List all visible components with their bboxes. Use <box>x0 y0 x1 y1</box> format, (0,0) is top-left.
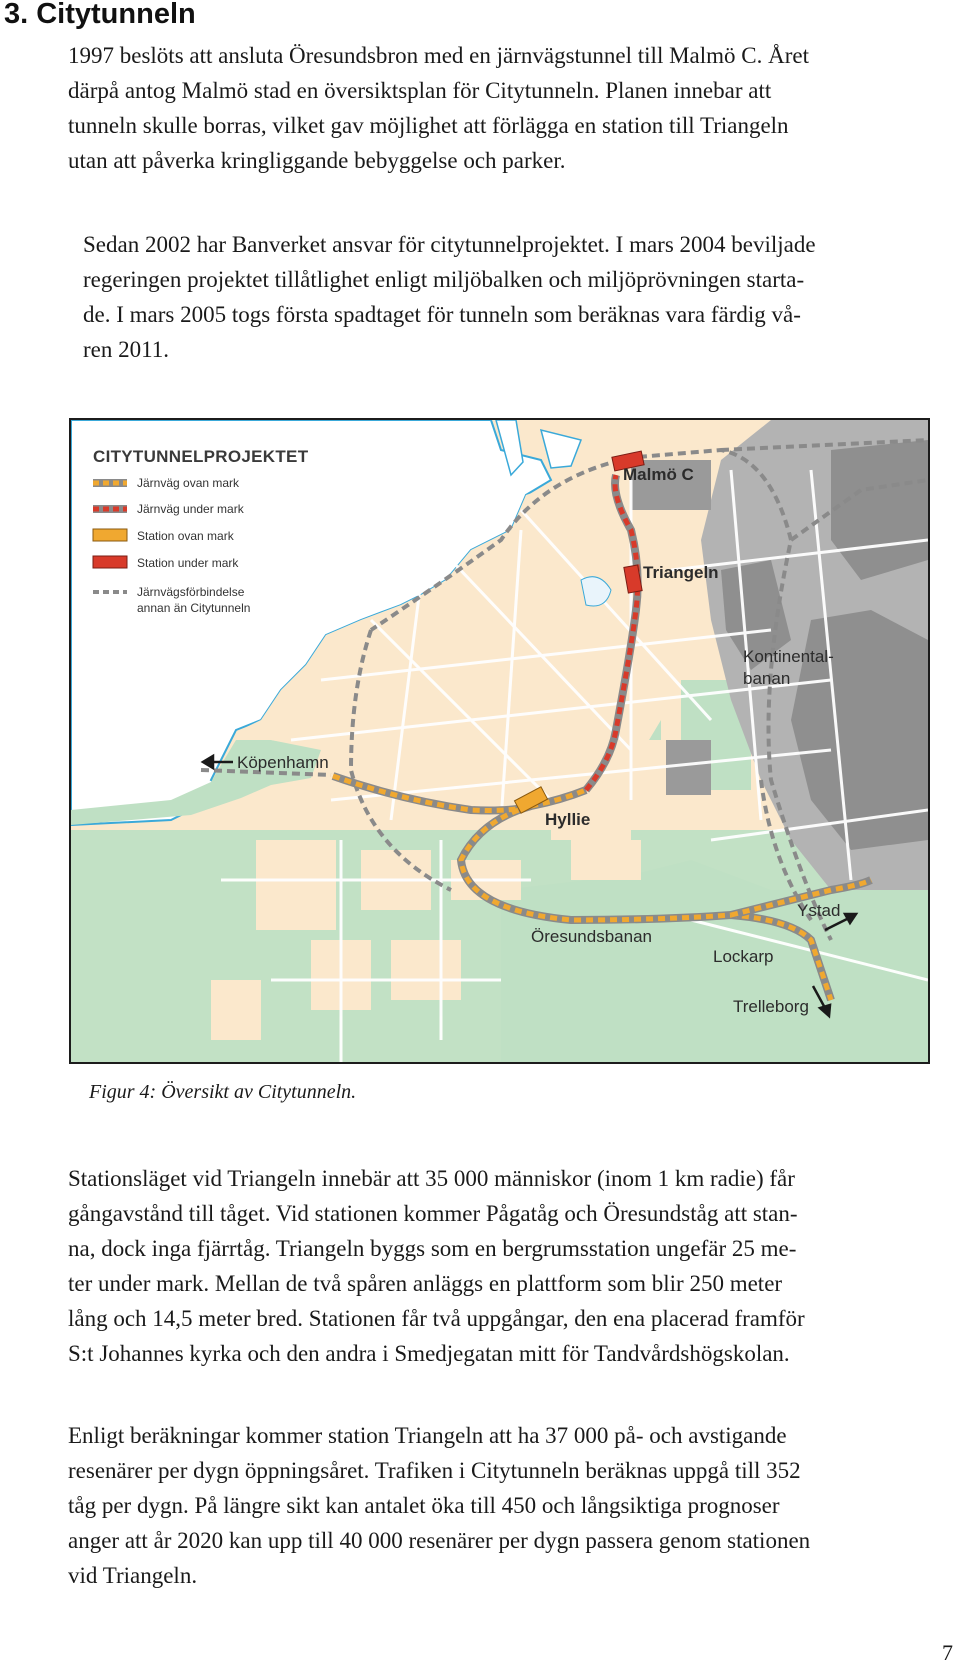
label-triangeln: Triangeln <box>643 563 719 582</box>
text-line: därpå antog Malmö stad en översiktsplan för Citytunneln. Planen innebar att <box>68 78 772 103</box>
text-line: lång och 14,5 meter bred. Stationen får två uppgångar, den ena placerad framför <box>68 1306 805 1331</box>
text-line: na, dock inga fjärrtåg. Triangeln byggs som en bergrumsstation ungefär 25 me- <box>68 1236 797 1261</box>
label-oresundsbanan: Öresundsbanan <box>531 927 652 946</box>
legend-label: Station under mark <box>137 556 239 570</box>
legend-label: Station ovan mark <box>137 529 234 543</box>
text-line: resenärer per dygn öppningsåret. Trafiken i Citytunneln beräknas uppgå till 352 <box>68 1458 801 1483</box>
text-line: tåg per dygn. På längre sikt kan antalet öka till 450 och långsiktiga prognoser <box>68 1493 780 1518</box>
text-line: S:t Johannes kyrka och den andra i Smedjegatan mitt för Tandvårdshögskolan. <box>68 1341 790 1366</box>
label-malmo-c: Malmö C <box>623 465 694 484</box>
legend-item-station-above <box>93 529 235 543</box>
text-line: regeringen projektet tillåtlighet enligt miljöbalken och miljöprövningen starta- <box>83 267 805 292</box>
text-line: utan att påverka kringliggande bebyggelse och parker. <box>68 148 566 173</box>
figure-caption: Figur 4: Översikt av Citytunneln. <box>89 1081 357 1103</box>
paragraph-history <box>68 38 809 178</box>
text-line: Enligt beräkningar kommer station Triangeln att ha 37 000 på- och avstigande <box>68 1423 787 1448</box>
map-graphic <box>71 420 928 1062</box>
text-line: Sedan 2002 har Banverket ansvar för citytunnelprojektet. I mars 2004 beviljade <box>83 232 816 257</box>
legend-item-station-below <box>93 556 239 570</box>
label-line: Järnvägsförbindelse <box>137 585 245 599</box>
paragraph-station-location <box>68 1161 805 1371</box>
label-line: banan <box>743 669 791 688</box>
text-line: Stationsläget vid Triangeln innebär att 35 000 människor (inom 1 km radie) får <box>68 1166 795 1191</box>
label-line: Kontinental- <box>743 647 834 666</box>
section-heading: 3. Citytunneln <box>4 0 196 30</box>
label-lockarp: Lockarp <box>713 947 774 966</box>
label-hyllie: Hyllie <box>545 810 591 829</box>
text-line: de. I mars 2005 togs första spadtaget för tunneln som beräknas vara färdig vå- <box>83 302 801 327</box>
label-line: annan än Citytunneln <box>137 601 251 615</box>
paragraph-project-status <box>83 227 816 367</box>
text-line: tunneln skulle borras, vilket gav möjlighet att förlägga en station till Triangeln <box>68 113 789 138</box>
text-line: gångavstånd till tåget. Vid stationen kommer Pågatåg och Öresundståg att stan- <box>68 1201 798 1226</box>
legend-title: CITYTUNNELPROJEKTET <box>93 447 309 466</box>
citytunnel-map <box>69 418 930 1064</box>
text-line: vid Triangeln. <box>68 1563 198 1588</box>
legend-label: Järnväg under mark <box>137 502 244 516</box>
text-line: ter under mark. Mellan de två spåren anläggs en plattform som blir 250 meter <box>68 1271 783 1296</box>
text-line: ren 2011. <box>83 337 170 362</box>
text-line: anger att år 2020 kan upp till 40 000 resenärer per dygn passera genom stationen <box>68 1528 811 1553</box>
label-kopenhamn: Köpenhamn <box>237 753 329 772</box>
paragraph-traffic-forecast <box>68 1418 810 1593</box>
page-number: 7 <box>942 1640 953 1665</box>
label-ystad: Ystad <box>797 901 841 920</box>
label-trelleborg: Trelleborg <box>733 997 809 1016</box>
legend-label: Järnväg ovan mark <box>137 476 240 490</box>
text-line: 1997 beslöts att ansluta Öresundsbron med en järnvägstunnel till Malmö C. Året <box>68 43 809 68</box>
